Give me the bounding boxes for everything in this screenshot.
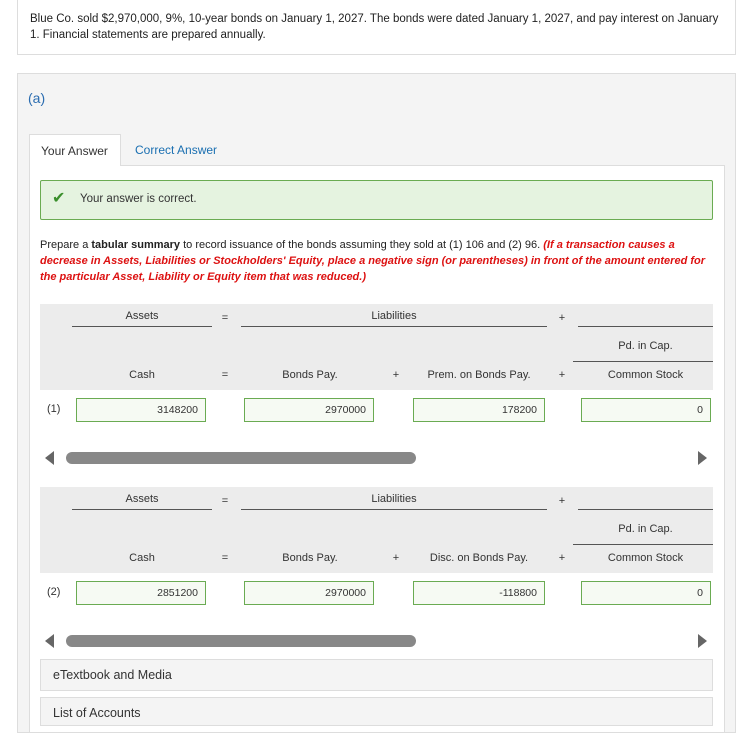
problem-statement (17, 0, 736, 55)
table1-pd-in-cap: Pd. in Cap. (618, 340, 673, 352)
table2-equity-underline (578, 509, 713, 510)
table1-plus-3: + (558, 369, 566, 381)
checkmark-icon: ✔ (52, 190, 66, 207)
table1-bonds-pay-input[interactable]: 2970000 (244, 398, 374, 422)
table1-scrollbar-thumb[interactable] (66, 452, 416, 464)
table1-cash-header: Cash (129, 369, 155, 381)
table1-premium-header: Prem. on Bonds Pay. (427, 369, 531, 381)
table2-scroll-right-icon[interactable] (698, 634, 707, 648)
table2-bonds-pay-header: Bonds Pay. (282, 552, 338, 564)
table1-pd-in-cap-underline (573, 361, 713, 362)
table2-pd-in-cap-underline (573, 544, 713, 545)
table1-equity-underline (578, 326, 713, 327)
table1-common-stock-header: Common Stock (607, 369, 684, 381)
instructions-lead: Prepare a (40, 239, 92, 251)
table2-cash-header: Cash (129, 552, 155, 564)
table2-equals: = (221, 495, 229, 507)
instructions-note: (If a transaction causes a decrease in Assets, Liabilities or Stockholders' Equity, place a negative sign (or parentheses) in front of the amount entered for the particular Asset, Liability or Equity item that was reduced.) (40, 239, 706, 283)
table2-pd-in-cap: Pd. in Cap. (618, 523, 673, 535)
table2-bonds-pay-input[interactable]: 2970000 (244, 581, 374, 605)
etextbook-media-link[interactable]: eTextbook and Media (40, 659, 713, 691)
table1-assets-header: Assets (125, 310, 159, 322)
table2-discount-input[interactable]: -118800 (413, 581, 545, 605)
table1-row-label: (1) (47, 403, 61, 415)
table1-common-stock-input[interactable]: 0 (581, 398, 711, 422)
tab-correct-answer[interactable]: Correct Answer (135, 143, 218, 157)
table1-equals-2: = (221, 369, 229, 381)
table1-liabilities-header: Liabilities (371, 310, 417, 322)
table1-scroll-right-icon[interactable] (698, 451, 707, 465)
table2-liabilities-underline (241, 509, 547, 510)
correct-status-text: Your answer is correct. (80, 193, 197, 205)
table1-bonds-pay-header: Bonds Pay. (282, 369, 338, 381)
table2-plus-3: + (558, 552, 566, 564)
table2-row-label: (2) (47, 586, 61, 598)
table2-scroll-left-icon[interactable] (45, 634, 54, 648)
part-label: (a) (28, 90, 46, 106)
table2-scrollbar-thumb[interactable] (66, 635, 416, 647)
table1-equals: = (221, 312, 229, 324)
instructions (40, 237, 716, 285)
table2-plus-2: + (392, 552, 400, 564)
table2-liabilities-header: Liabilities (371, 493, 417, 505)
table1-assets-underline (72, 326, 212, 327)
table1-liabilities-underline (241, 326, 547, 327)
table1-scroll-left-icon[interactable] (45, 451, 54, 465)
tab-your-answer[interactable]: Your Answer (29, 134, 121, 166)
list-of-accounts-link[interactable]: List of Accounts (40, 697, 713, 726)
table2-common-stock-header: Common Stock (607, 552, 684, 564)
instructions-bold: tabular summary (91, 239, 181, 251)
company-name: Blue (30, 13, 54, 25)
table1-premium-input[interactable]: 178200 (413, 398, 545, 422)
table2-assets-underline (72, 509, 212, 510)
table1-plus: + (558, 312, 566, 324)
table2-cash-input[interactable]: 2851200 (76, 581, 206, 605)
table2-plus: + (558, 495, 566, 507)
table2-common-stock-input[interactable]: 0 (581, 581, 711, 605)
table1-cash-input[interactable]: 3148200 (76, 398, 206, 422)
table2-equals-2: = (221, 552, 229, 564)
table2-discount-header: Disc. on Bonds Pay. (429, 552, 529, 564)
instructions-middle: to record issuance of the bonds assuming they sold at (1) 106 and (2) 96. (180, 239, 544, 251)
table2-assets-header: Assets (125, 493, 159, 505)
problem-text: Co. sold $2,970,000, 9%, 10-year bonds on January 1, 2027. The bonds were dated January 1, 2027, and pay interest on January 1. Financial statements are prepared annually. (30, 13, 719, 41)
table1-plus-2: + (392, 369, 400, 381)
